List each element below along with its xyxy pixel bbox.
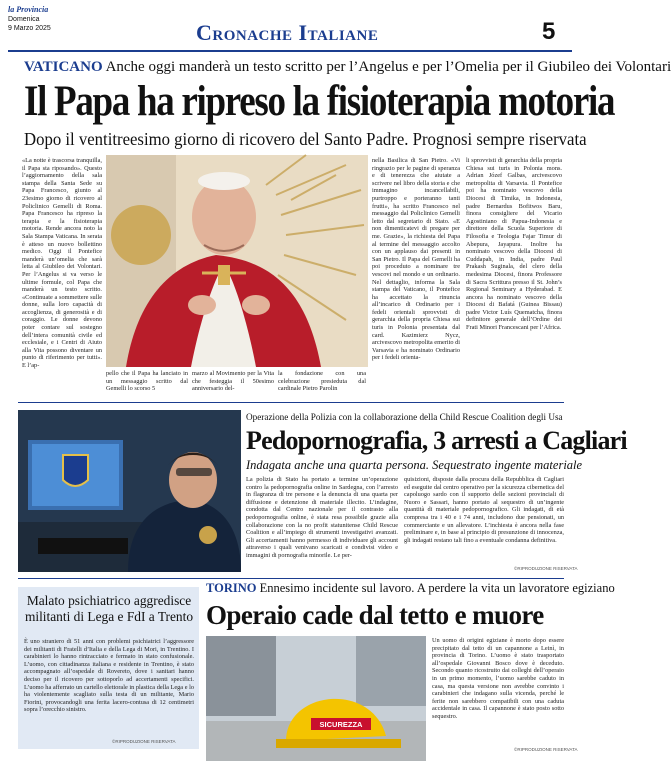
- pope-photo: [106, 155, 368, 367]
- section-title: Cronache Italiane: [196, 20, 379, 45]
- story4-headline: Operaio cade dal tetto e muore: [206, 600, 544, 630]
- divider: [18, 402, 564, 403]
- story4-body: Un uomo di origini egiziane è morto dopo essere precipitato dal tetto di un capannone a Leinì, in provincia di Torino. L’uomo è stato trasportato all’ospedale Giovanni Bosco dove è deceduto. Secondo quanto ricostruito dai colleghi dell’operaio in un primo momento, l’uomo sarebbe caduto in casa, ma questa versione non avrebbe convinto i carabinieri che indagano sulla vicenda, perché le ferite non sarebbero compatibili con una caduta accidentale in casa. Il capannone è stato posto sotto sequestro.: [432, 637, 564, 720]
- masthead: [8, 6, 51, 34]
- story1-subtitle: Dopo il ventitreesimo giorno di ricovero del Santo Padre. Prognosi sempre riservata: [24, 129, 587, 149]
- helmet-photo: [206, 636, 426, 761]
- story4-credit: ©RIPRODUZIONE RISERVATA: [514, 747, 578, 752]
- story1-kicker-text: Anche oggi manderà un testo scritto per l’Angelus e per l’Omelia per il Giubileo dei Volontari: [102, 59, 671, 75]
- story2-kicker: Operazione della Polizia con la collaborazione della Child Rescue Coalition degli Usa: [246, 412, 563, 422]
- story3-credit: ©RIPRODUZIONE RISERVATA: [112, 739, 176, 744]
- date: 9 Marzo 2025: [8, 25, 51, 32]
- story3-headline: Malato psichiatrico aggredisce militanti di Lega e FdI a Trento: [24, 593, 194, 624]
- story1-column-2: pello che il Papa ha lanciato in un messaggio scritto dal Gemelli lo scorso 5: [106, 370, 188, 393]
- header-rule: [8, 50, 572, 52]
- story1-column-4: la fondazione con una celebrazione presieduta dal cardinale Pietro Parolin: [278, 370, 366, 393]
- story1-kicker: [24, 58, 671, 76]
- story1-headline: Il Papa ha ripreso la fisioterapia motoria: [24, 78, 615, 125]
- divider: [18, 578, 564, 579]
- police-photo: [18, 410, 241, 572]
- story3-body: È uno straniero di 51 anni con problemi psichiatrici l’aggressore dei militanti di Fratelli d’Italia e della Lega di Mori, in Trentino. I carabinieri lo hanno rintracciato e fermato in stato confusionale. L’uomo, con cittadinanza italiana e residente in Trentino, è stato accompagnato all’ospedale di Rovereto, dove i sanitari hanno deciso per il ricovero per sottoporlo ad accertamenti specifici. L’uomo ha afferrato un cartello elettorale in plastica della Lega e lo ha violentemente scagliato sulla testa di un militante, Mario Fiorini, provocandogli una ferita lacero-contusa di 12 centimetri sopra l’orecchio sinistro.: [24, 638, 194, 714]
- story1-column-5: nella Basilica di San Pietro. «Vi ringrazio per le pagine di speranza e di tenerezza che aiutate a scrivere nel libro della storia e che immagino incancellabili, purtroppo e porteranno tanti frutti», ha scritto Francesco nel messaggio dal Policlinico Gemelli letto dal segretario di Stato. «E non dimenticatevi di pregare per me. Grazie», la richiesta del Papa al termine del messaggio accolto con un applauso dai presenti in San Pietro. Il Papa del Gemelli ha poi proceduto a nominare tre vescovi nel mondo e un ordinario. Nel dettaglio, informa la Sala stampa del Vaticano, il Pontefice ha accettato la rinuncia all’incarico di Ordinario per i fedeli orientali sprovvisti di gerarchia della propria Chiesa sui turis in Polonia presentata dal card. Kazimierz Nycz, arcivescovo metropolita emerito di Varsavia e ha nominato Ordinario per i fedeli orienta-: [372, 157, 460, 362]
- story2-subtitle: Indagata anche una quarta persona. Sequestrato ingente materiale: [246, 458, 583, 472]
- story1-column-1: «La notte è trascorsa tranquilla, il Papa sta riposando». Questo l’aggiornamento della sala stampa della Santa Sede su Papa Francesco, giunto al 23esimo giorno di ricovero al Policlinico Gemelli di Roma. Papa Francesco ha ripreso la terapia e la fisioterapia motoria. Rende ancora noto la Sala Stampa Vaticana. In serata è atteso un nuovo bollettino medico. Oggi il Pontefice manderà un’omelia che sarà letta al Giubileo dei Volontari. Per l’Angelus si va verso le ultime formule, col Papa che manderà un testo scritto. «Continuate a sommettere sulle donne, sulla loro capacità di accoglienza, di generosità e di coraggio. Le donne devono poter contare sul sostegno dell’intera comunità civile ed ecclesiale, e i Centri di Aiuto alla Vita possono diventare un punto di riferimento per tutti». E l’ap-: [22, 157, 102, 370]
- story1-column-6: li sprovvisti di gerarchia della propria Chiesa sui turis in Polonia mons. Adrian Józef Galbas, arcivescovo metropolita di Varsavia. Il Pontefice poi ha nominato vescovo della Diocesi di Timika, in Indonesia, padre Bernardus Bofitwos Baru, finora consigliere del Vicario Agostiniano di Papua-Indonesia e direttore della Scuola Superiore di Filosofia e Teologia Fajar Timur di Abepura, Jayapura. Inoltre ha nominato vescovo della Diocesi di Cuddapah, in India, padre Paul Prakash Suginala, del clero della medesima Diocesi, finora Professore di Sacra Scrittura presso il St. John’s Regional Seminary a Hyderabad. E ancora ha nominato vescovo della Diocesi di Bafatá (Guinea Bissau) padre Victor Luís Quematcha, finora definitore generale dell’Ordine dei Frati Minori Francescani per l’Africa.: [466, 157, 562, 332]
- story4-kicker-text: Ennesimo incidente sul lavoro. A perdere la vita un lavoratore egiziano: [256, 581, 615, 595]
- story2-credit: ©RIPRODUZIONE RISERVATA: [514, 566, 578, 571]
- story2-column-1: La polizia di Stato ha portato a termine un’operazione contro la pedopornografia online in Sardegna, con l’arresto in flagranza di tre persone e la denuncia di una quarta per diffusione e detenzione di materiale illecito. L’indagine, condotta dal Centro nazionale per il contrasto alla pedopornografia online, è stata resa possibile grazie alla collaborazione con la no profit statunitense Child Rescue Coalition e all’impiego di strumenti investigativi avanzati. Gli accertamenti hanno permesso di individuare gli account attraverso i quali venivano scaricati e condivisi video e immagini di pornografia minorile. Le per-: [246, 476, 398, 559]
- story4-kicker-tag: TORINO: [206, 581, 257, 595]
- story2-headline: Pedopornografia, 3 arresti a Cagliari: [246, 426, 627, 455]
- story1-kicker-tag: VATICANO: [24, 59, 103, 75]
- story1-column-3: marzo al Movimento per la Vita che festeggia il 50esimo anniversario del-: [192, 370, 274, 393]
- paper-name: la Provincia: [8, 5, 49, 14]
- story4-kicker: [206, 581, 615, 596]
- helmet-label: SICUREZZA: [319, 720, 363, 729]
- story2-column-2: quisizioni, disposte dalla procura della Repubblica di Cagliari ed eseguite dal centro operativo per la sicurezza cibernetica del capoluogo sardo con il supporto delle sezioni provinciali di Nuoro e Sassari, hanno portato al sequestro di un’ingente quantità di materiale pedopornografico. Gli indagati, di età compresa tra i 40 e i 74 anni, includono due pensionati, un commerciante e un allevatore. L’inchiesta è ancora nella fase preliminare e, in base al principio di presunzione di innocenza, gli indagati restano tali fino a eventuale condanna definitiva.: [404, 476, 564, 544]
- page-number: 5: [542, 18, 556, 45]
- day: Domenica: [8, 15, 40, 23]
